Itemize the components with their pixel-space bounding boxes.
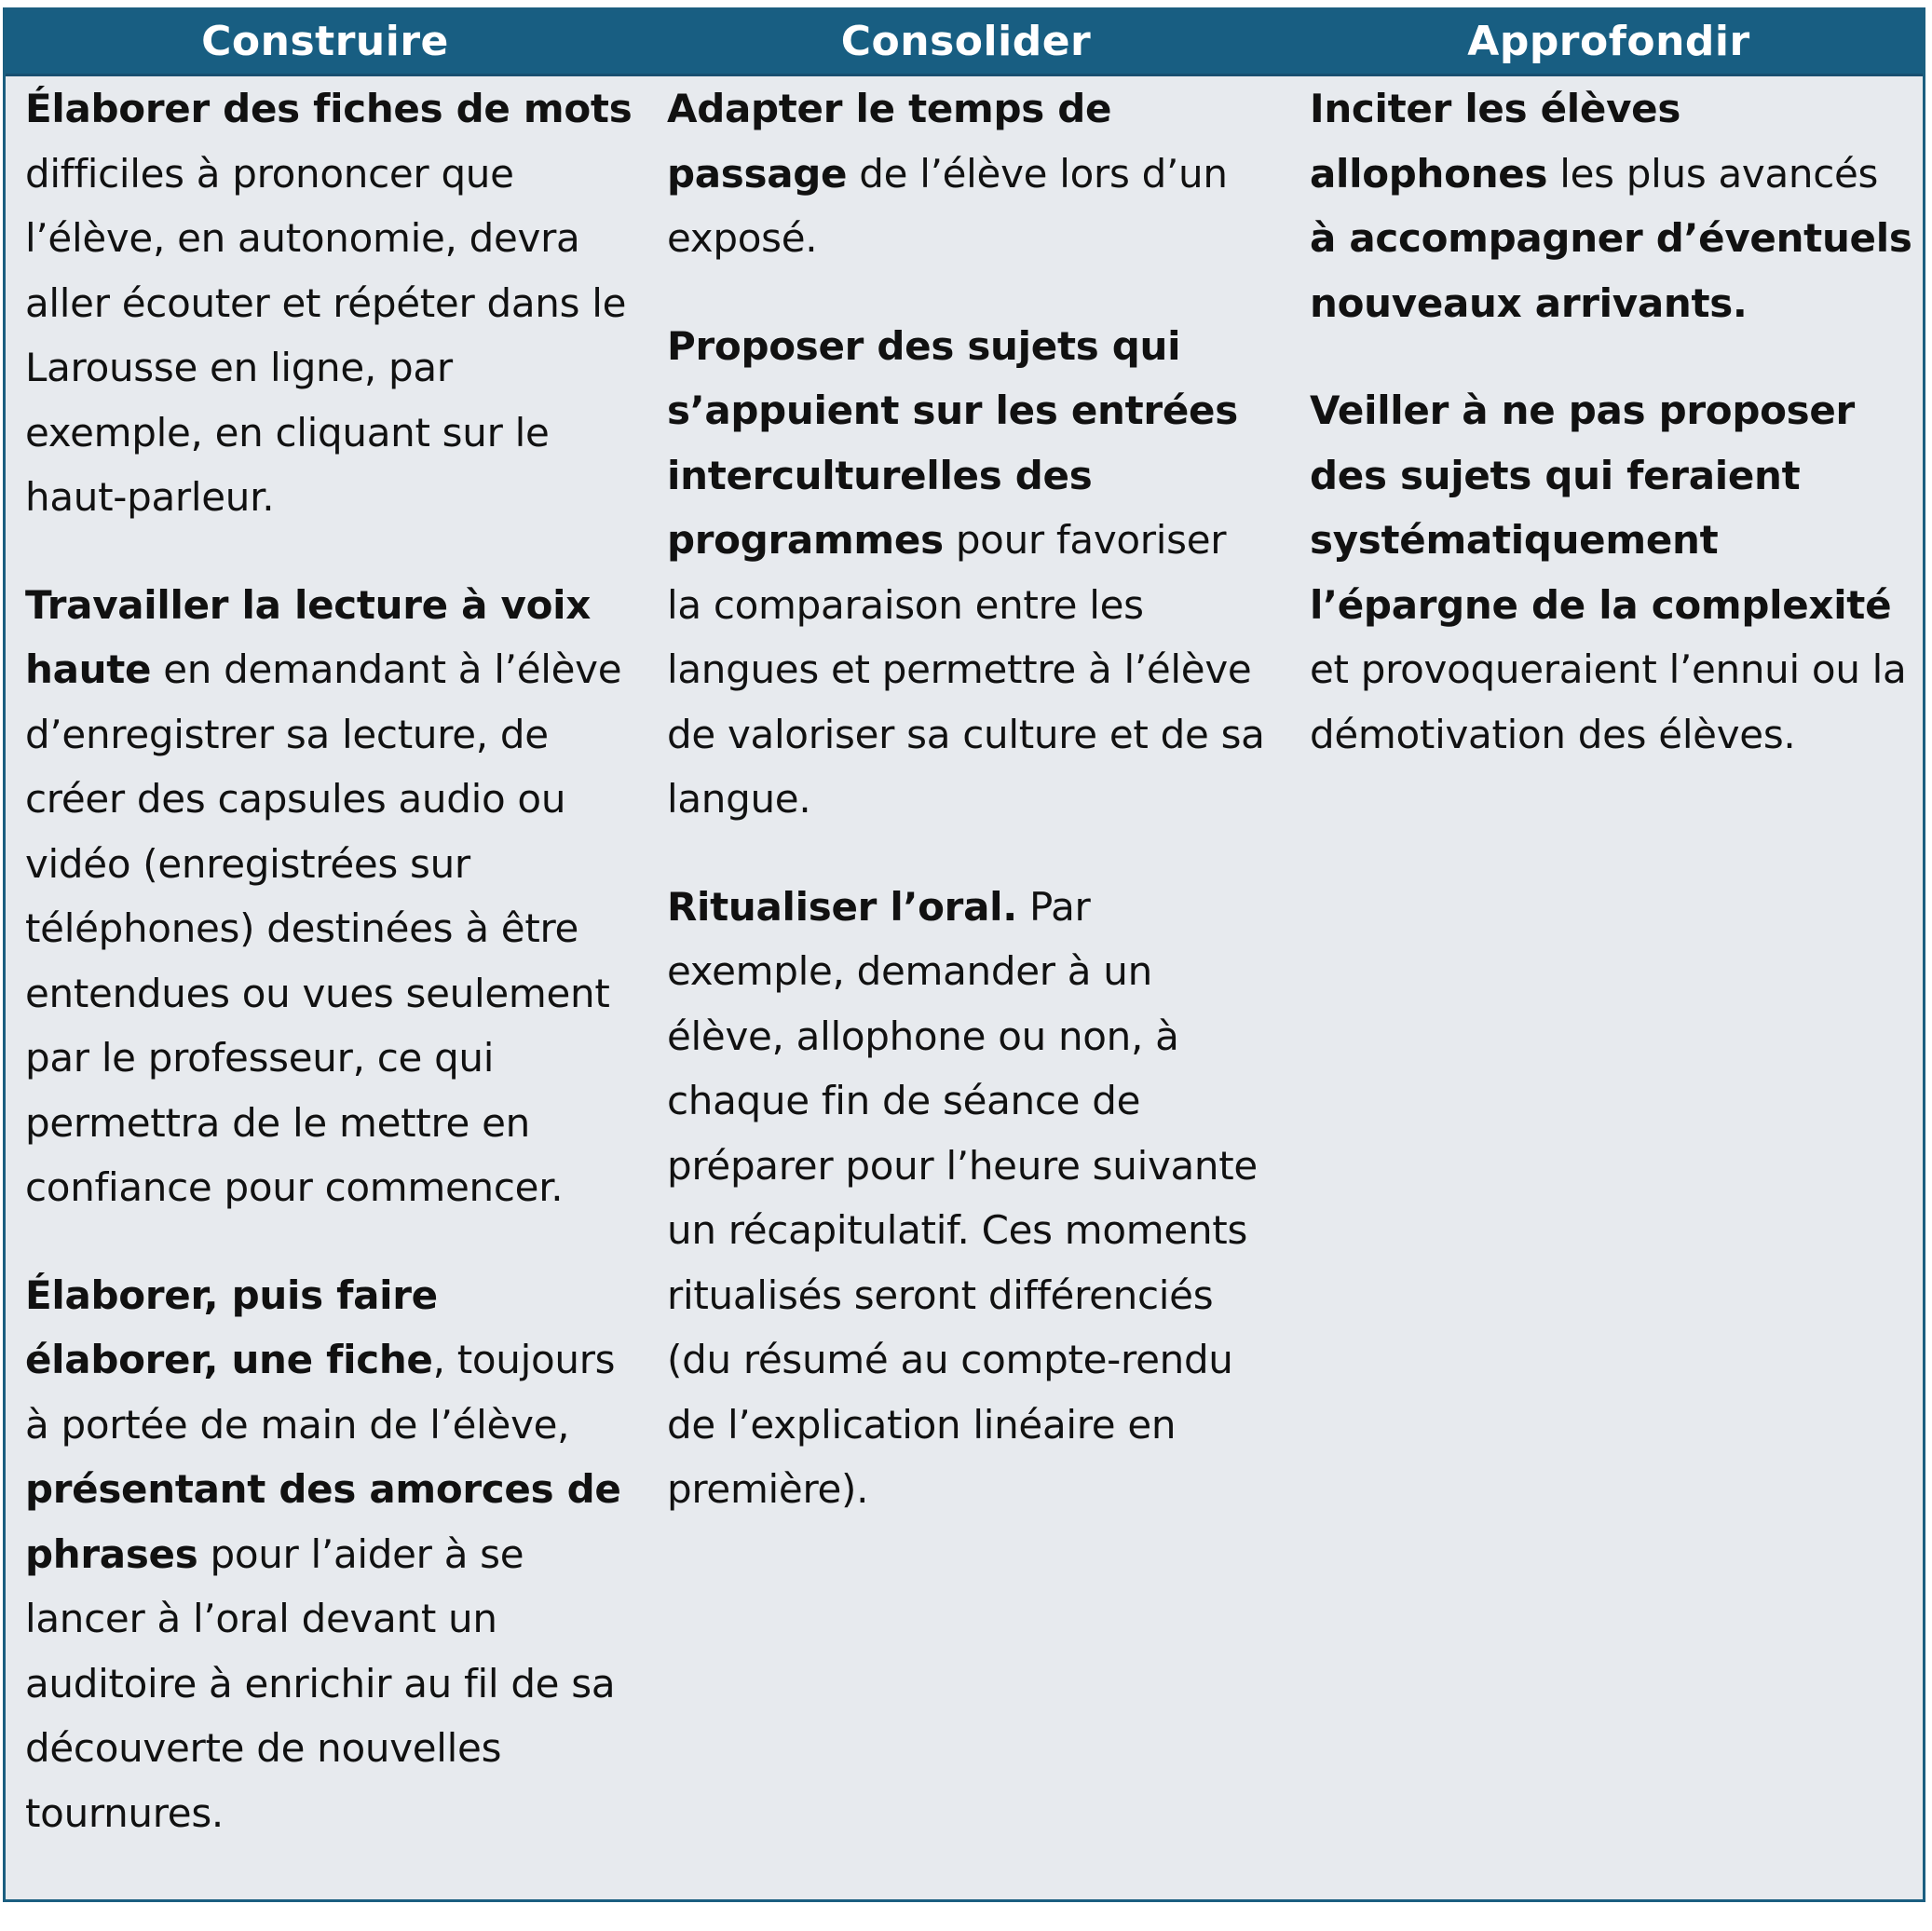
approfondir-p1-bold-2: à accompagner d’éventuels nouveaux arrivants. [1310,215,1912,326]
column-construire [25,76,640,1888]
construire-p3-text-2: pour l’aider à se lancer à l’oral devant un auditoire à enrichir au fil de sa découverte de nouvelles tournures. [25,1530,616,1836]
consolider-paragraph-3 [667,875,1272,1522]
construire-p1-text: difficiles à prononcer que l’élève, en autonomie, devra aller écouter et répéter dans le Larousse en ligne, par exemple, en cliquant sur le haut-parleur. [25,150,627,520]
construire-paragraph-1 [25,76,640,530]
construire-p3-bold-2: présentant des amorces de phrases [25,1466,621,1577]
approfondir-p1-text: les plus avancés [1547,150,1879,197]
header-construire: Construire [201,18,449,65]
construire-p3-bold-1: Élaborer, puis faire élaborer, une fiche [25,1271,438,1382]
approfondir-paragraph-2 [1310,378,1915,767]
consolider-p3-bold: Ritualiser l’oral. [667,883,1017,930]
approfondir-paragraph-1 [1310,76,1915,335]
approfondir-p2-bold: Veiller à ne pas proposer des sujets qui feraient systématiquement l’épargne de la complexité [1310,388,1892,628]
header-consolider: Consolider [840,18,1092,65]
construire-p1-bold: Élaborer des fiches de mots [25,86,633,131]
construire-p2-text: en demandant à l’élève d’enregistrer sa lecture, de créer des capsules audio ou vidéo (enregistrées sur téléphones) destinées à être entendues ou vues seulement par le professeur, ce qui permettra de le mettre en confiance pour commencer. [25,646,622,1210]
strategy-table [3,7,1925,1902]
approfondir-p1-bold-1: Inciter les élèves allophones [1310,86,1681,197]
consolider-p2-bold: Proposer des sujets qui s’appuient sur les entrées interculturelles des programmes [667,322,1238,563]
consolider-p2-text: pour favoriser la comparaison entre les langues et permettre à l’élève de valoriser sa culture et de sa langue. [667,517,1265,822]
approfondir-p2-text: et provoqueraient l’ennui ou la démotivation des élèves. [1310,646,1907,757]
consolider-paragraph-2 [667,314,1272,832]
header-approfondir: Approfondir [1467,18,1750,65]
construire-p3-text-1: , toujours à portée de main de l’élève, [25,1337,616,1448]
consolider-p1-text: de l’élève lors d’un exposé. [667,150,1228,261]
consolider-paragraph-1 [667,76,1272,271]
consolider-p3-text: Par exemple, demander à un élève, allophone ou non, à chaque fin de séance de préparer pour l’heure suivante un récapitulatif. Ces moments ritualisés seront différenciés (du résumé au compte-rendu de l’explication linéaire en première). [667,883,1258,1512]
column-consolider [667,76,1272,1565]
table-header-row [6,10,1923,76]
construire-p2-bold: Travailler la lecture à voix haute [25,581,592,692]
column-approfondir [1310,76,1915,809]
construire-paragraph-2 [25,573,640,1220]
consolider-p1-bold: Adapter le temps de passage [667,86,1112,197]
construire-paragraph-3 [25,1263,640,1846]
